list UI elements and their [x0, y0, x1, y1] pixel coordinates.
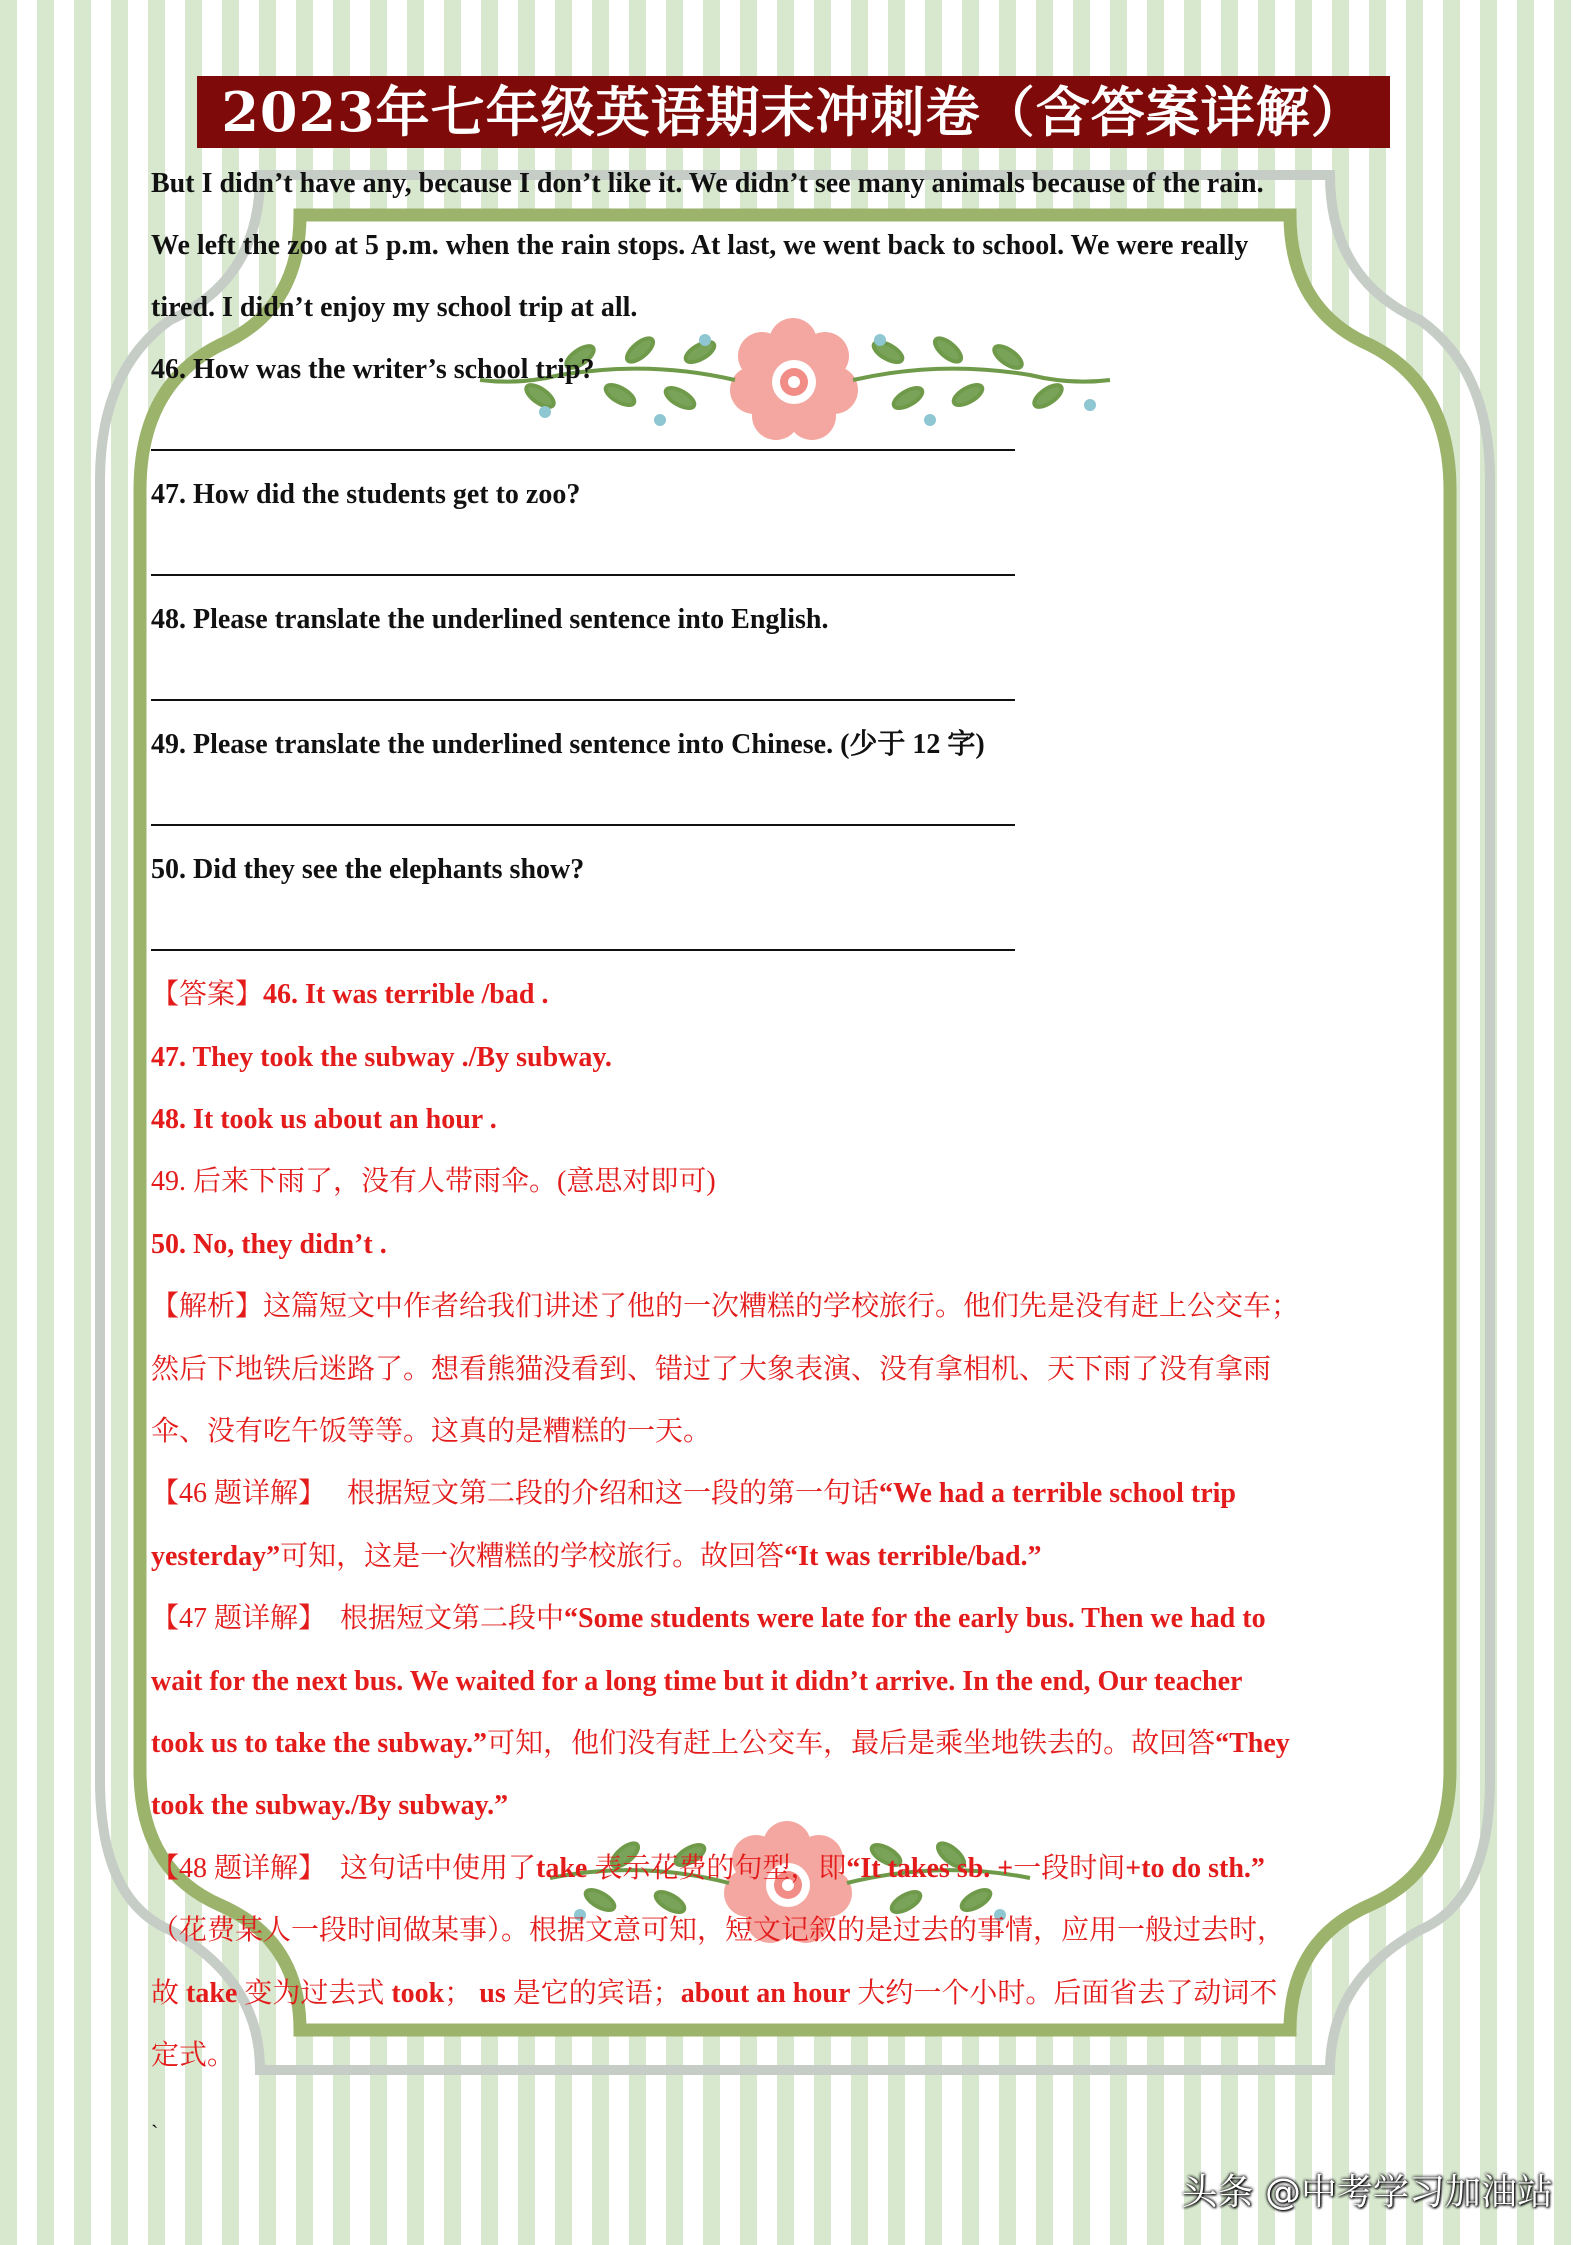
answer-46: [151, 977, 548, 1013]
detail-text: ；: [444, 1978, 473, 2009]
detail-quote: “They: [1215, 1728, 1290, 1759]
detail-text: 根据短文第二段的介绍和这一段的第一句话: [347, 1478, 880, 1509]
answer-50: 50. No, they didn’t .: [151, 1229, 387, 1260]
question-49: 49. Please translate the underlined sentence into Chinese. (少于 12 字): [151, 729, 985, 760]
detail-text: 表示花费的句型，即: [594, 1853, 847, 1884]
passage-line: We left the zoo at 5 p.m. when the rain stops. At last, we went back to school. We were really: [151, 230, 1249, 261]
detail-text: 变为过去式: [244, 1978, 385, 2009]
detail-47-line: [151, 1601, 1266, 1637]
stray-mark: `: [151, 2120, 159, 2145]
detail-48-line: 定式。: [151, 2040, 236, 2071]
question-47: 47. How did the students get to zoo?: [151, 479, 581, 510]
answer-label: 【答案】: [151, 979, 264, 1010]
detail-quote: take: [536, 1853, 588, 1884]
detail-text: 故: [151, 1978, 180, 2009]
detail-quote: “We had a terrible school trip: [879, 1478, 1237, 1509]
detail-quote: take: [186, 1978, 238, 2009]
analysis-line: [151, 1289, 1299, 1325]
detail-46-line: [151, 1539, 1042, 1575]
answer-blank-47[interactable]: [151, 574, 1015, 576]
detail-quote: us: [479, 1978, 506, 2009]
detail-text: 一段时间: [1013, 1853, 1126, 1884]
passage-line: tired. I didn’t enjoy my school trip at all.: [151, 292, 638, 323]
detail-46-label: 【46 题详解】: [151, 1478, 327, 1509]
answer-blank-49[interactable]: [151, 824, 1015, 826]
answer-48: 48. It took us about an hour .: [151, 1104, 497, 1135]
detail-47-line: took the subway./By subway.”: [151, 1790, 509, 1821]
detail-quote: “It takes sb. +: [846, 1853, 1014, 1884]
page-title: 2023年七年级英语期末冲刺卷（含答案详解）: [197, 76, 1390, 148]
question-50: 50. Did they see the elephants show?: [151, 854, 585, 885]
detail-quote: +to do sth.”: [1125, 1853, 1265, 1884]
detail-quote: took us to take the subway.”: [151, 1728, 488, 1759]
analysis-line: 然后下地铁后迷路了。想看熊猫没看到、错过了大象表演、没有拿相机、天下雨了没有拿雨: [151, 1354, 1272, 1385]
detail-46-line: [151, 1476, 1236, 1512]
detail-quote: yesterday”: [151, 1541, 281, 1572]
detail-text: 大约一个小时。后面省去了动词不: [857, 1978, 1278, 2009]
analysis-label: 【解析】: [151, 1291, 264, 1322]
detail-quote: “Some students were late for the early bus. Then we had to: [564, 1603, 1266, 1634]
answer-46-text: 46. It was terrible /bad .: [263, 979, 549, 1010]
answer-49: 49. 后来下雨了，没有人带雨伞。(意思对即可): [151, 1166, 716, 1197]
question-48: 48. Please translate the underlined sentence into English.: [151, 604, 829, 635]
detail-47-label: 【47 题详解】: [151, 1603, 327, 1634]
detail-text: 可知，这是一次糟糕的学校旅行。故回答: [280, 1541, 785, 1572]
detail-text: 根据短文第二段中: [340, 1603, 565, 1634]
detail-48-label: 【48 题详解】: [151, 1853, 327, 1884]
answer-blank-50[interactable]: [151, 949, 1015, 951]
detail-text: 可知，他们没有赶上公交车，最后是乘坐地铁去的。故回答: [487, 1728, 1216, 1759]
detail-47-line: wait for the next bus. We waited for a long time but it didn’t arrive. In the end, Our teacher: [151, 1666, 1243, 1697]
answer-blank-46[interactable]: [151, 449, 1015, 451]
detail-quote: “It was terrible/bad.”: [784, 1541, 1042, 1572]
detail-48-line: （花费某人一段时间做某事）。根据文意可知，短文记叙的是过去的事情，应用一般过去时，: [151, 1915, 1286, 1946]
detail-47-line: [151, 1726, 1290, 1762]
source-watermark: 头条 @中考学习加油站: [1181, 2172, 1553, 2213]
detail-text: 这句话中使用了: [340, 1853, 537, 1884]
detail-48-line: [151, 1976, 1277, 2012]
answer-blank-48[interactable]: [151, 699, 1015, 701]
detail-text: 是它的宾语；: [512, 1978, 681, 2009]
passage-line: But I didn’t have any, because I don’t like it. We didn’t see many animals because of the rain.: [151, 168, 1264, 199]
detail-48-line: [151, 1851, 1265, 1887]
question-46: 46. How was the writer’s school trip?: [151, 354, 595, 385]
detail-quote: took: [391, 1978, 445, 2009]
analysis-text: 这篇短文中作者给我们讲述了他的一次糟糕的学校旅行。他们先是没有赶上公交车；: [263, 1291, 1300, 1322]
answer-47: 47. They took the subway ./By subway.: [151, 1042, 612, 1073]
analysis-line: 伞、没有吃午饭等等。这真的是糟糕的一天。: [151, 1416, 712, 1447]
detail-quote: about an hour: [680, 1978, 851, 2009]
